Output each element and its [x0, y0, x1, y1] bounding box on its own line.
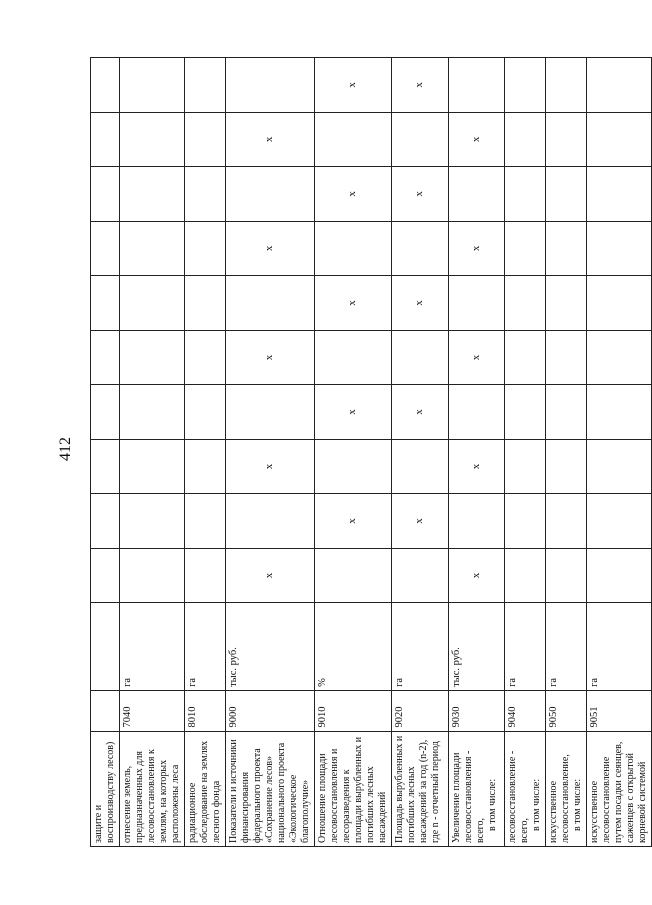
indicator-name: Отношение площади лесовосстановления и лесоразведения к площади вырубленных и погибших лесных насаждений — [317, 736, 388, 843]
table-row — [392, 58, 449, 847]
data-cell — [546, 494, 587, 549]
data-cell — [226, 276, 315, 331]
indicator-name-cell — [315, 731, 392, 846]
data-cell — [448, 112, 505, 167]
data-cell — [546, 221, 587, 276]
data-cell — [226, 548, 315, 603]
unit-cell: га — [120, 603, 185, 691]
data-cell — [315, 548, 392, 603]
data-cell — [120, 167, 185, 222]
data-cell — [226, 439, 315, 494]
indicator-name-cell — [226, 731, 315, 846]
page-number: 412 — [57, 437, 74, 461]
data-cell — [392, 385, 449, 440]
unit-cell: га — [546, 603, 587, 691]
indicator-name: Показатели и источники финансирования федерального проекта «Сохранение лесов» национального проекта «Экологическое благополучие» — [228, 739, 311, 843]
data-cell — [505, 276, 546, 331]
row-code: 7040 — [120, 690, 185, 731]
unit-cell: тыс. руб. — [226, 603, 315, 691]
row-code: 9020 — [392, 690, 449, 731]
cross-mark: x — [413, 518, 426, 524]
table-row — [185, 58, 226, 847]
data-cell — [505, 494, 546, 549]
table-body — [91, 58, 652, 847]
data-cell — [392, 330, 449, 385]
data-cell — [226, 167, 315, 222]
data-cell — [120, 548, 185, 603]
data-cell — [185, 548, 226, 603]
data-cell — [448, 221, 505, 276]
data-cell — [448, 494, 505, 549]
cross-mark: x — [346, 82, 359, 88]
data-cell — [546, 167, 587, 222]
data-cell — [315, 439, 392, 494]
cross-mark: x — [346, 518, 359, 524]
rotated-table-container — [90, 57, 648, 847]
data-cell — [448, 439, 505, 494]
data-cell — [120, 221, 185, 276]
data-cell — [91, 167, 120, 222]
unit-cell: га — [392, 603, 449, 691]
data-cell — [505, 385, 546, 440]
data-cell — [185, 112, 226, 167]
row-code: 9040 — [505, 690, 546, 731]
data-cell — [120, 439, 185, 494]
indicator-name-cell — [587, 731, 652, 846]
indicator-name-cell — [448, 731, 505, 846]
data-cell — [315, 167, 392, 222]
data-cell — [120, 385, 185, 440]
cross-mark: x — [346, 409, 359, 415]
table-row — [505, 58, 546, 847]
data-cell — [448, 58, 505, 113]
data-cell — [546, 58, 587, 113]
row-code: 9010 — [315, 690, 392, 731]
data-cell — [546, 439, 587, 494]
data-cell — [505, 58, 546, 113]
indicator-subnote: в том числе: — [531, 778, 542, 831]
cross-mark: x — [469, 245, 482, 252]
data-cell — [120, 276, 185, 331]
cross-mark: x — [469, 136, 482, 143]
cross-mark: x — [469, 354, 482, 361]
data-cell — [91, 58, 120, 113]
data-cell — [587, 221, 652, 276]
data-cell — [392, 221, 449, 276]
row-code — [91, 690, 120, 731]
cross-mark: x — [263, 354, 276, 361]
data-cell — [91, 330, 120, 385]
data-cell — [448, 330, 505, 385]
unit-cell: тыс. руб. — [448, 603, 505, 691]
data-cell — [448, 548, 505, 603]
data-cell — [226, 494, 315, 549]
forest-indicators-table — [90, 57, 652, 847]
data-cell — [120, 58, 185, 113]
data-cell — [120, 330, 185, 385]
data-cell — [392, 548, 449, 603]
indicator-name-cell — [392, 731, 449, 846]
table-row — [448, 58, 505, 847]
indicator-name-cell — [505, 731, 546, 846]
indicator-name: Увеличение площади лесовосстановления - всего, — [450, 750, 486, 843]
cross-mark: x — [263, 245, 276, 252]
cross-mark: x — [346, 191, 359, 197]
indicator-subnote: в том числе: — [486, 778, 498, 831]
data-cell — [546, 276, 587, 331]
unit-cell — [91, 603, 120, 691]
data-cell — [120, 494, 185, 549]
table-row — [315, 58, 392, 847]
row-code: 8010 — [185, 690, 226, 731]
data-cell — [392, 112, 449, 167]
data-cell — [505, 330, 546, 385]
data-cell — [185, 58, 226, 113]
data-cell — [587, 385, 652, 440]
data-cell — [392, 58, 449, 113]
cross-mark: x — [469, 572, 482, 579]
data-cell — [587, 167, 652, 222]
data-cell — [185, 439, 226, 494]
indicator-name: защите и воспроизводству лесов) — [93, 741, 116, 843]
data-cell — [587, 112, 652, 167]
data-cell — [587, 276, 652, 331]
data-cell — [315, 385, 392, 440]
cross-mark: x — [413, 82, 426, 88]
data-cell — [91, 221, 120, 276]
data-cell — [448, 276, 505, 331]
data-cell — [91, 276, 120, 331]
data-cell — [185, 330, 226, 385]
data-cell — [546, 385, 587, 440]
data-cell — [587, 439, 652, 494]
cross-mark: x — [469, 463, 482, 470]
data-cell — [120, 112, 185, 167]
data-cell — [185, 385, 226, 440]
indicator-name: Площадь вырубленных и погибших лесных насаждений за год (n-2), где n - отчетный период — [394, 735, 441, 843]
data-cell — [392, 276, 449, 331]
table-row — [587, 58, 652, 847]
cross-mark: x — [346, 300, 359, 306]
table-row — [226, 58, 315, 847]
table-row — [91, 58, 120, 847]
data-cell — [226, 385, 315, 440]
indicator-name-cell — [120, 731, 185, 846]
data-cell — [315, 330, 392, 385]
indicator-name-cell — [546, 731, 587, 846]
data-cell — [392, 494, 449, 549]
data-cell — [546, 330, 587, 385]
data-cell — [587, 548, 652, 603]
indicator-name-cell — [185, 731, 226, 846]
data-cell — [91, 494, 120, 549]
data-cell — [315, 58, 392, 113]
indicator-name: лесовосстановление - всего, — [507, 750, 530, 843]
data-cell — [185, 221, 226, 276]
data-cell — [448, 385, 505, 440]
data-cell — [505, 548, 546, 603]
indicator-name: радиационное обследование на землях лесного фонда — [187, 740, 222, 843]
cross-mark: x — [413, 300, 426, 306]
data-cell — [505, 439, 546, 494]
data-cell — [226, 221, 315, 276]
data-cell — [315, 221, 392, 276]
cross-mark: x — [413, 409, 426, 415]
indicator-name: отнесение земель, предназначенных для лесовосстановления к землям, на которых расположены леса — [122, 749, 181, 843]
indicator-subnote: в том числе: — [572, 778, 583, 831]
data-cell — [505, 167, 546, 222]
data-cell — [185, 494, 226, 549]
data-cell — [226, 330, 315, 385]
data-cell — [587, 58, 652, 113]
cross-mark: x — [263, 463, 276, 470]
row-code: 9050 — [546, 690, 587, 731]
data-cell — [91, 385, 120, 440]
unit-cell: % — [315, 603, 392, 691]
table-row — [546, 58, 587, 847]
row-code: 9030 — [448, 690, 505, 731]
unit-cell: га — [185, 603, 226, 691]
data-cell — [315, 494, 392, 549]
cross-mark: x — [413, 191, 426, 197]
indicator-name: искусственное лесовосстановление путем посадки сеянцев, саженцев с открытой корневой системой — [589, 741, 648, 843]
data-cell — [226, 112, 315, 167]
data-cell — [185, 167, 226, 222]
cross-mark: x — [263, 572, 276, 579]
indicator-name-cell — [91, 731, 120, 846]
data-cell — [546, 112, 587, 167]
data-cell — [392, 167, 449, 222]
data-cell — [315, 112, 392, 167]
data-cell — [392, 439, 449, 494]
table-row — [120, 58, 185, 847]
cross-mark: x — [263, 136, 276, 143]
row-code: 9051 — [587, 690, 652, 731]
data-cell — [315, 276, 392, 331]
data-cell — [226, 58, 315, 113]
unit-cell: га — [505, 603, 546, 691]
row-code: 9000 — [226, 690, 315, 731]
data-cell — [91, 548, 120, 603]
unit-cell: га — [587, 603, 652, 691]
data-cell — [91, 439, 120, 494]
data-cell — [546, 548, 587, 603]
data-cell — [185, 276, 226, 331]
data-cell — [587, 494, 652, 549]
indicator-name: искусственное лесовосстановление, — [548, 754, 571, 843]
data-cell — [448, 167, 505, 222]
data-cell — [91, 112, 120, 167]
data-cell — [505, 112, 546, 167]
data-cell — [587, 330, 652, 385]
data-cell — [505, 221, 546, 276]
